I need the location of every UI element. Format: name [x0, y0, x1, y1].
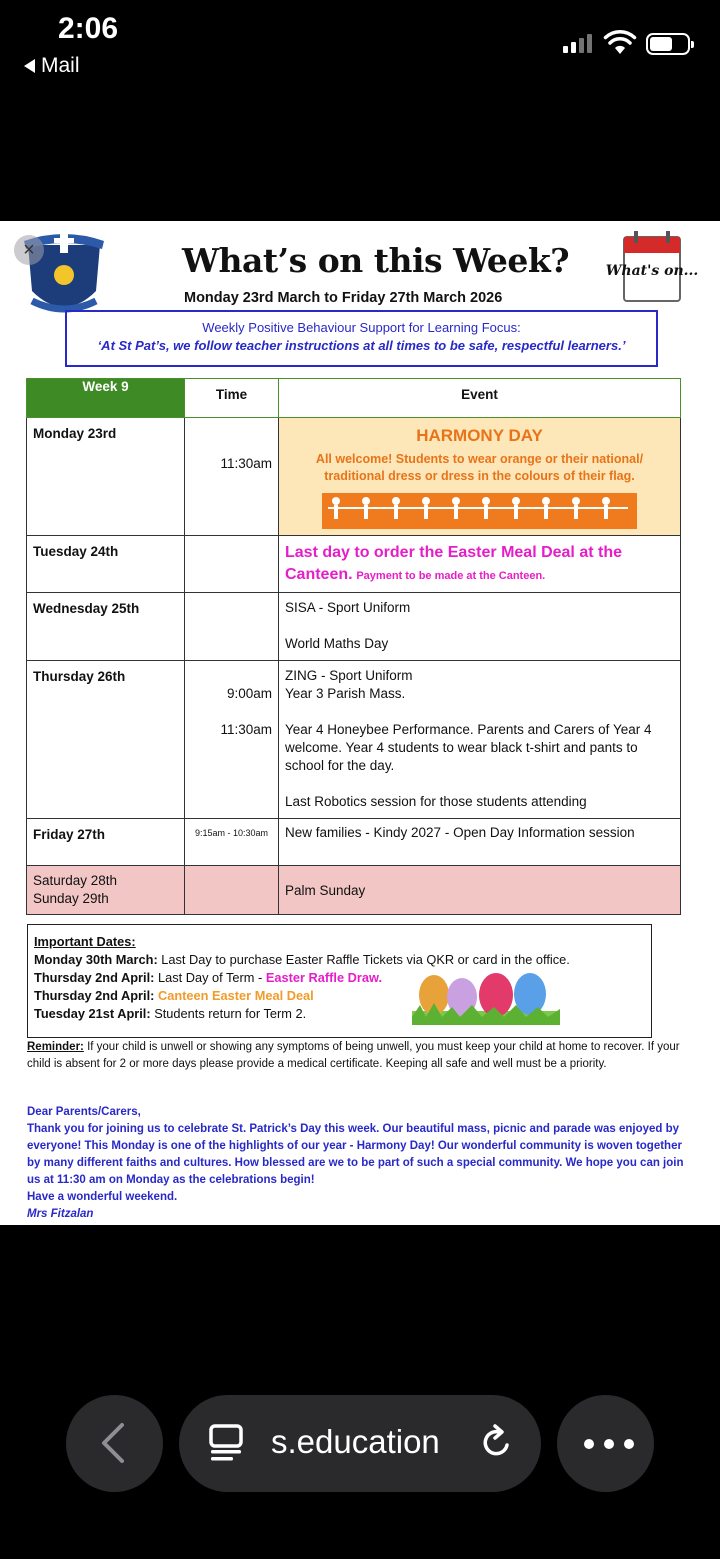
event-tuesday	[279, 536, 681, 593]
chevron-left-icon	[66, 1395, 163, 1492]
event-palm-sunday: Palm Sunday	[279, 866, 681, 915]
harmony-day-text: All welcome! Students to wear orange or their national/ traditional dress or dress in the colours of their flag.	[315, 452, 644, 483]
day-thursday: Thursday 26th	[27, 661, 185, 819]
behaviour-focus-box	[65, 310, 658, 367]
back-button[interactable]	[66, 1395, 163, 1492]
day-sunday: Sunday 29th	[33, 891, 109, 906]
day-wednesday: Wednesday 25th	[27, 593, 185, 661]
event-zing: ZING - Sport Uniform	[285, 668, 413, 683]
time-thursday	[185, 661, 279, 819]
page-menu-icon[interactable]	[207, 1423, 247, 1463]
reminder-label: Reminder:	[27, 1041, 84, 1053]
newsletter-page	[0, 221, 720, 1225]
letter-body: Thank you for joining us to celebrate St. Patrick’s Day this week. Our beautiful mass, picnic and parade was enjoyed by everyone! This Monday is one of the highlights of our year - Harmony Day! Our wonderful community is woven together by many different faiths and cultures. How blessed are we to be part of such a special community. We hope you can join us at 11:30 am on Monday as the celebrations begin!	[27, 1123, 684, 1186]
payment-note: Payment to be made at the Canteen.	[356, 570, 546, 582]
address-bar[interactable]	[179, 1395, 541, 1492]
day-tuesday: Tuesday 24th	[27, 536, 185, 593]
letter-closing: Have a wonderful weekend.	[27, 1191, 178, 1203]
principal-letter	[27, 1104, 697, 1223]
event-honeybee: Year 4 Honeybee Performance. Parents and Carers of Year 4 welcome. Year 4 students to wear black t-shirt and pants to school for the day.	[285, 722, 652, 773]
event-robotics: Last Robotics session for those students attending	[285, 794, 587, 809]
day-weekend	[27, 866, 185, 915]
time-column-header: Time	[185, 379, 279, 418]
focus-statement: ‘At St Pat’s, we follow teacher instructions at all times to be safe, respectful learners.’	[97, 338, 626, 353]
back-label: Mail	[41, 54, 80, 77]
day-saturday: Saturday 28th	[33, 873, 118, 888]
important-dates-box	[27, 924, 652, 1038]
time-monday: 11:30am	[185, 418, 279, 536]
weekly-schedule-table	[26, 378, 681, 915]
url-text: s.education	[271, 1423, 440, 1460]
table-row-thursday	[27, 661, 681, 819]
more-options-button[interactable]	[557, 1395, 654, 1492]
date-item: Thursday 2nd April: Last Day of Term - Easter Raffle Draw.	[34, 970, 383, 985]
wifi-icon	[604, 30, 636, 56]
focus-heading: Weekly Positive Behaviour Support for Learning Focus:	[202, 320, 521, 335]
event-world-maths-day: World Maths Day	[285, 636, 389, 651]
close-icon[interactable]: ×	[14, 235, 44, 265]
event-kindy-open-day: New families - Kindy 2027 - Open Day Information session	[279, 819, 681, 866]
reload-icon[interactable]	[477, 1423, 517, 1463]
table-row-friday	[27, 819, 681, 866]
date-item: Tuesday 21st April: Students return for Term 2.	[34, 1006, 307, 1021]
harmony-day-title: HARMONY DAY	[416, 426, 543, 445]
important-dates-heading: Important Dates:	[34, 934, 136, 949]
event-parish-mass: Year 3 Parish Mass.	[285, 686, 406, 701]
back-to-mail-button[interactable]	[24, 54, 80, 78]
reminder-note	[27, 1039, 692, 1073]
page-title: What’s on this Week?	[182, 241, 570, 280]
event-wednesday	[279, 593, 681, 661]
easter-meal-deal-text: Last day to order the Easter Meal Deal at the Canteen.	[285, 544, 622, 583]
more-dots-icon	[557, 1395, 654, 1492]
time-friday: 9:15am - 10:30am	[185, 819, 279, 866]
day-friday: Friday 27th	[27, 819, 185, 866]
time-weekend	[185, 866, 279, 915]
event-thursday	[279, 661, 681, 819]
back-arrow-icon	[24, 59, 35, 73]
battery-icon	[646, 33, 690, 55]
event-sisa: SISA - Sport Uniform	[285, 600, 411, 615]
time-tuesday	[185, 536, 279, 593]
event-harmony-day	[279, 418, 681, 536]
table-header-row	[27, 379, 681, 418]
table-row-weekend	[27, 866, 681, 915]
date-item: Monday 30th March: Last Day to purchase Easter Raffle Tickets via QKR or card in the office.	[34, 952, 570, 967]
time-honeybee: 11:30am	[220, 722, 272, 737]
table-row-monday	[27, 418, 681, 536]
date-range: Monday 23rd March to Friday 27th March 2026	[184, 290, 503, 306]
time-parish-mass: 9:00am	[226, 686, 272, 701]
table-row-wednesday	[27, 593, 681, 661]
day-monday: Monday 23rd	[27, 418, 185, 536]
time-wednesday	[185, 593, 279, 661]
easter-eggs-icon	[412, 967, 560, 1025]
table-row-tuesday	[27, 536, 681, 593]
calendar-icon	[605, 231, 699, 303]
harmony-people-banner-icon	[322, 493, 637, 529]
status-bar	[0, 0, 720, 90]
letter-signature: Mrs Fitzalan	[27, 1208, 94, 1220]
reminder-text: If your child is unwell or showing any symptoms of being unwell, you must keep your child at home to recover. If your child is absent for 2 or more days please provide a medical certificate. Keeping all safe and well must be a priority.	[27, 1041, 680, 1070]
date-item: Thursday 2nd April: Canteen Easter Meal Deal	[34, 988, 314, 1003]
event-column-header: Event	[279, 379, 681, 418]
cellular-signal-icon	[563, 34, 592, 53]
letter-greeting: Dear Parents/Carers,	[27, 1106, 141, 1118]
calendar-text: What's on...	[605, 263, 699, 279]
clock: 2:06	[58, 12, 119, 45]
browser-toolbar	[0, 1395, 720, 1495]
week-label: Week 9	[27, 379, 185, 418]
